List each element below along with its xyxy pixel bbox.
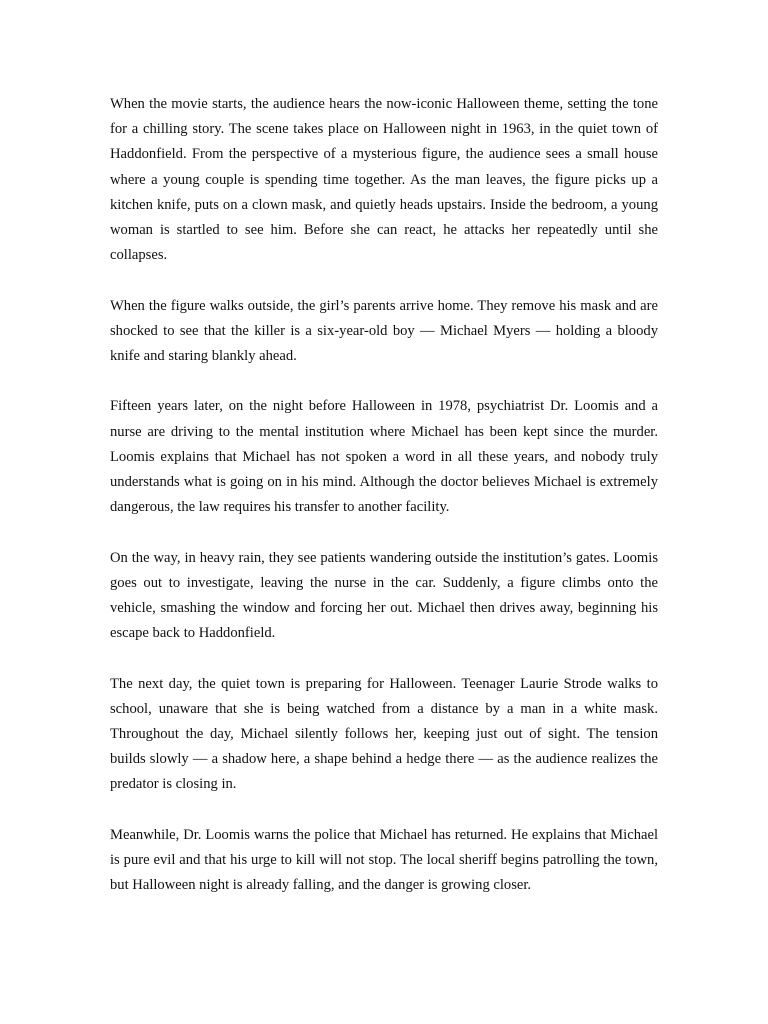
paragraph-5: The next day, the quiet town is preparing for Halloween. Teenager Laurie Strode walks to school, unaware that she is being watched from a distance by a man in a white mask. Throughout the day, Michael silently follows her, keeping just out of sight. The tension builds slowly — a shadow here, a shape behind a hedge there — as the audience realizes the predator is closing in. bbox=[110, 675, 658, 793]
document-body bbox=[110, 92, 658, 924]
paragraph-4: On the way, in heavy rain, they see patients wandering outside the institution’s gates. Loomis goes out to investigate, leaving the nurse in the car. Suddenly, a figure climbs onto the vehicle, smashing the window and forcing her out. Michael then drives away, beginning his escape back to Haddonfield. bbox=[110, 549, 658, 642]
paragraph-6: Meanwhile, Dr. Loomis warns the police that Michael has returned. He explains that Michael is pure evil and that his urge to kill will not stop. The local sheriff begins patrolling the town, but Halloween night is already falling, and the danger is growing closer. bbox=[110, 826, 658, 894]
paragraph-2: When the figure walks outside, the girl’s parents arrive home. They remove his mask and are shocked to see that the killer is a six-year-old boy — Michael Myers — holding a bloody knife and staring blankly ahead. bbox=[110, 297, 658, 365]
paragraph-1: When the movie starts, the audience hears the now-iconic Halloween theme, setting the tone for a chilling story. The scene takes place on Halloween night in 1963, in the quiet town of Haddonfield. From the perspective of a mysterious figure, the audience sees a small house where a young couple is spending time together. As the man leaves, the figure picks up a kitchen knife, puts on a clown mask, and quietly heads upstairs. Inside the bedroom, a young woman is startled to see him. Before she can react, he attacks her repeatedly until she collapses. bbox=[110, 96, 658, 264]
paragraph-3: Fifteen years later, on the night before Halloween in 1978, psychiatrist Dr. Loomis and a nurse are driving to the mental institution where Michael has been kept since the murder. Loomis explains that Michael has not spoken a word in all these years, and nobody truly understands what is going on in his mind. Although the doctor believes Michael is extremely dangerous, the law requires his transfer to another facility. bbox=[110, 398, 658, 516]
